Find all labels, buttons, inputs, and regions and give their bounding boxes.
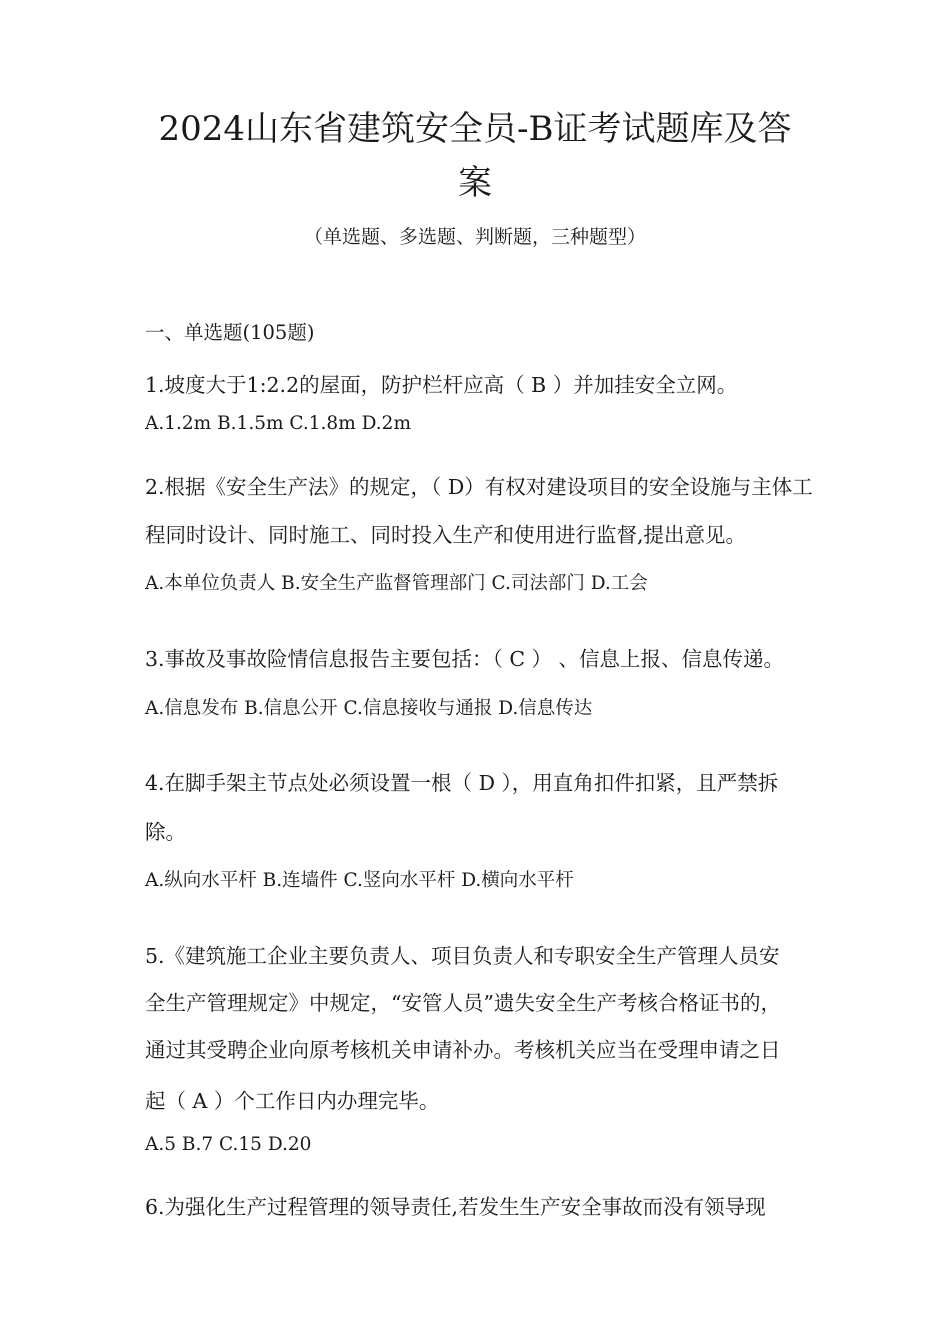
- question-6-text-line-1: 6.为强化生产过程管理的领导责任,若发生生产安全事故而没有领导现: [145, 1195, 766, 1219]
- question-4-options: A.纵向水平杆 B.连墙件 C.竖向水平杆 D.横向水平杆: [145, 870, 574, 891]
- question-5-text-line-3: 通过其受聘企业向原考核机关申请补办。考核机关应当在受理申请之日: [145, 1038, 781, 1062]
- document-subtitle: （单选题、多选题、判断题，三种题型）: [303, 226, 646, 248]
- section-heading: 一、单选题(105题): [145, 321, 315, 344]
- question-5-text-line-4: 起（ A ）个工作日内办理完毕。: [145, 1089, 440, 1113]
- question-1-text: 1.坡度大于1:2.2的屋面，防护栏杆应高（ B ）并加挂安全立网。: [145, 373, 738, 397]
- question-5-text-line-2: 全生产管理规定》中规定，“安管人员”遗失安全生产考核合格证书的，: [145, 991, 781, 1015]
- document-title: [110, 102, 840, 210]
- question-4-text-line-2: 除。: [145, 820, 186, 844]
- question-2-text-line-2: 程同时设计、同时施工、同时投入生产和使用进行监督,提出意见。: [145, 523, 747, 547]
- title-line-2: 案: [458, 163, 492, 203]
- question-2-options: A.本单位负责人 B.安全生产监督管理部门 C.司法部门 D.工会: [145, 573, 648, 594]
- question-1-options: A.1.2m B.1.5m C.1.8m D.2m: [145, 413, 411, 434]
- question-4-text-line-1: 4.在脚手架主节点处必须设置一根（ D ），用直角扣件扣紧，且严禁拆: [145, 771, 779, 795]
- question-5-text-line-1: 5.《建筑施工企业主要负责人、项目负责人和专职安全生产管理人员安: [145, 944, 780, 968]
- question-3-options: A.信息发布 B.信息公开 C.信息接收与通报 D.信息传达: [145, 698, 593, 719]
- question-2-text-line-1: 2.根据《安全生产法》的规定，（ D）有权对建设项目的安全设施与主体工: [145, 475, 813, 499]
- title-line-1: 2024山东省建筑安全员-B证考试题库及答: [158, 109, 792, 149]
- question-5-options: A.5 B.7 C.15 D.20: [145, 1134, 312, 1155]
- question-3-text: 3.事故及事故险情信息报告主要包括：（ C ） 、信息上报、信息传递。: [145, 647, 785, 671]
